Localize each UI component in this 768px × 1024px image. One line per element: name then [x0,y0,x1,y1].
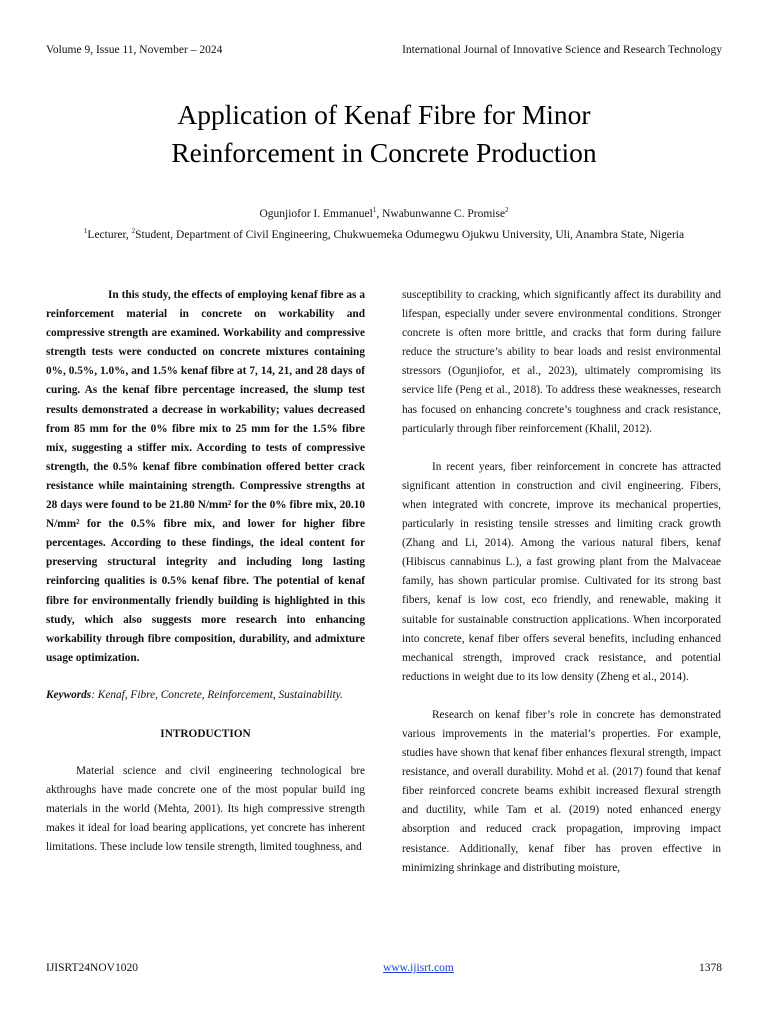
keywords-text: : Kenaf, Fibre, Concrete, Reinforcement, Sustainability. [91,688,343,701]
affil-role-1: Lecturer, [87,229,132,241]
keywords [46,686,365,705]
running-header [46,44,722,56]
author-1: Ogunjiofor I. Emmanuel [259,208,373,220]
affil-mark-1: 1 [83,227,88,236]
intro-paragraph-1: Material science and civil engineering technological bre akthroughs have made concrete one of the most popular build ing materials in the world (Mehta, 2001). Its high compressive strength makes it ideal for load bearing applications, yet concrete has inherent limitations. These include low tensile strength, limited toughness, and [46,765,365,854]
title-line-1: Application of Kenaf Fibre for Minor [177,99,591,130]
page-number: 1378 [698,962,722,974]
left-column [46,286,365,858]
affiliation [30,229,738,241]
author-separator: , [376,208,383,220]
keywords-label: Keywords [46,688,92,701]
right-paragraph-3: Research on kenaf fiber’s role in concrete has demonstrated various improvements in the material’s properties. For example, studies have shown that kenaf fiber enhances flexural strength, impact resistance, and overall durability. Mohd et al. (2017) found that kenaf fiber reinforced concrete beams exhibit increased flexural strength and ductility, while Tam et al. (2019) noted enhanced energy absorption and reduced crack propagation, improving impact resistance. Additionally, kenaf fiber has proven effective in minimizing shrinkage and distributing moisture, [402,708,721,874]
introduction-heading: INTRODUCTION [160,727,251,740]
affil-text: Student, Department of Civil Engineering, Chukwuemeka Odumegwu Ojukwu University, Uli, Anambra State, Nigeria [135,229,685,241]
right-paragraph-2: In recent years, fiber reinforcement in concrete has attracted significant attention in construction and civil engineering. Fibers, when integrated with concrete, improve its mechanical properties, particularly in resisting tensile stresses and limiting crack growth (Zhang and Li, 2014). Among the various natural fibers, kenaf (Hibiscus cannabinus L.), a fast growing plant from the Malvaceae family, has shown particular promise. Cultivated for its strong bast fibers, kenaf is low cost, eco friendly, and renewable, making it suitable for sustainable construction applications. When incorporated into concrete, kenaf fiber offers several benefits, including enhanced mechanical strength, improved crack resistance, and potential reductions in weight due to its low density (Zheng et al., 2014). [402,460,721,683]
author-2-affil-mark: 2 [505,206,509,215]
paper-title [60,96,708,172]
page-footer [46,962,722,974]
author-1-affil-mark: 1 [372,206,377,215]
journal-name: International Journal of Innovative Science and Research Technology [402,44,722,56]
author-list [40,208,728,220]
author-2: Nwabunwanne C. Promise [382,208,506,220]
abstract: In this study, the effects of employing kenaf fibre as a reinforcement material in concrete on workability and compressive strength are examined. Workability and compressive strength tests were conducted on concrete mixtures containing 0%, 0.5%, 1.0%, and 1.5% kenaf fibre at 7, 14, 21, and 28 days of curing. As the kenaf fibre percentage increased, the slump test results demonstrated a decrease in workability; values decreased from 85 mm for the 0% fibre mix to 25 mm for the 1.5% fibre mix, suggesting a stiffer mix. According to tests of compressive strength, the 0.5% kenaf fibre combination offered better crack resistance while maintaining strength. Compressive strengths at 28 days were found to be 21.80 N/mm² for the 0% fibre mix, 20.10 N/mm² for the 0.5% fibre mix, and lower for higher fibre percentages. According to these findings, the ideal content for preserving structural integrity and including long lasting reinforcing qualities is 0.5% kenaf fibre. The potential of kenaf fibre for environmentally friendly building is highlighted in this study, which also suggests more research into enhancing workability through fibre composition, durability, and admixture usage optimization. [46,289,365,664]
right-paragraph-1: susceptibility to cracking, which significantly affect its durability and lifespan, especially under severe environmental conditions. Stronger concrete is often more brittle, and cracks that form during failure reduce the structure’s ability to bear loads and resist environmental stressors (Ogunjiofor, et al., 2023), ultimately compromising its service life (Peng et al., 2018). To address these weaknesses, research has focused on enhancing concrete’s toughness and crack resistance, particularly through fiber reinforcement (Khalil, 2012). [402,289,721,435]
right-column [402,286,721,878]
title-line-2: Reinforcement in Concrete Production [171,137,597,168]
volume-issue: Volume 9, Issue 11, November – 2024 [46,44,223,56]
journal-website-link[interactable]: www.ijisrt.com [383,962,454,974]
affil-mark-2: 2 [131,227,136,236]
paper-id: IJISRT24NOV1020 [46,962,138,974]
